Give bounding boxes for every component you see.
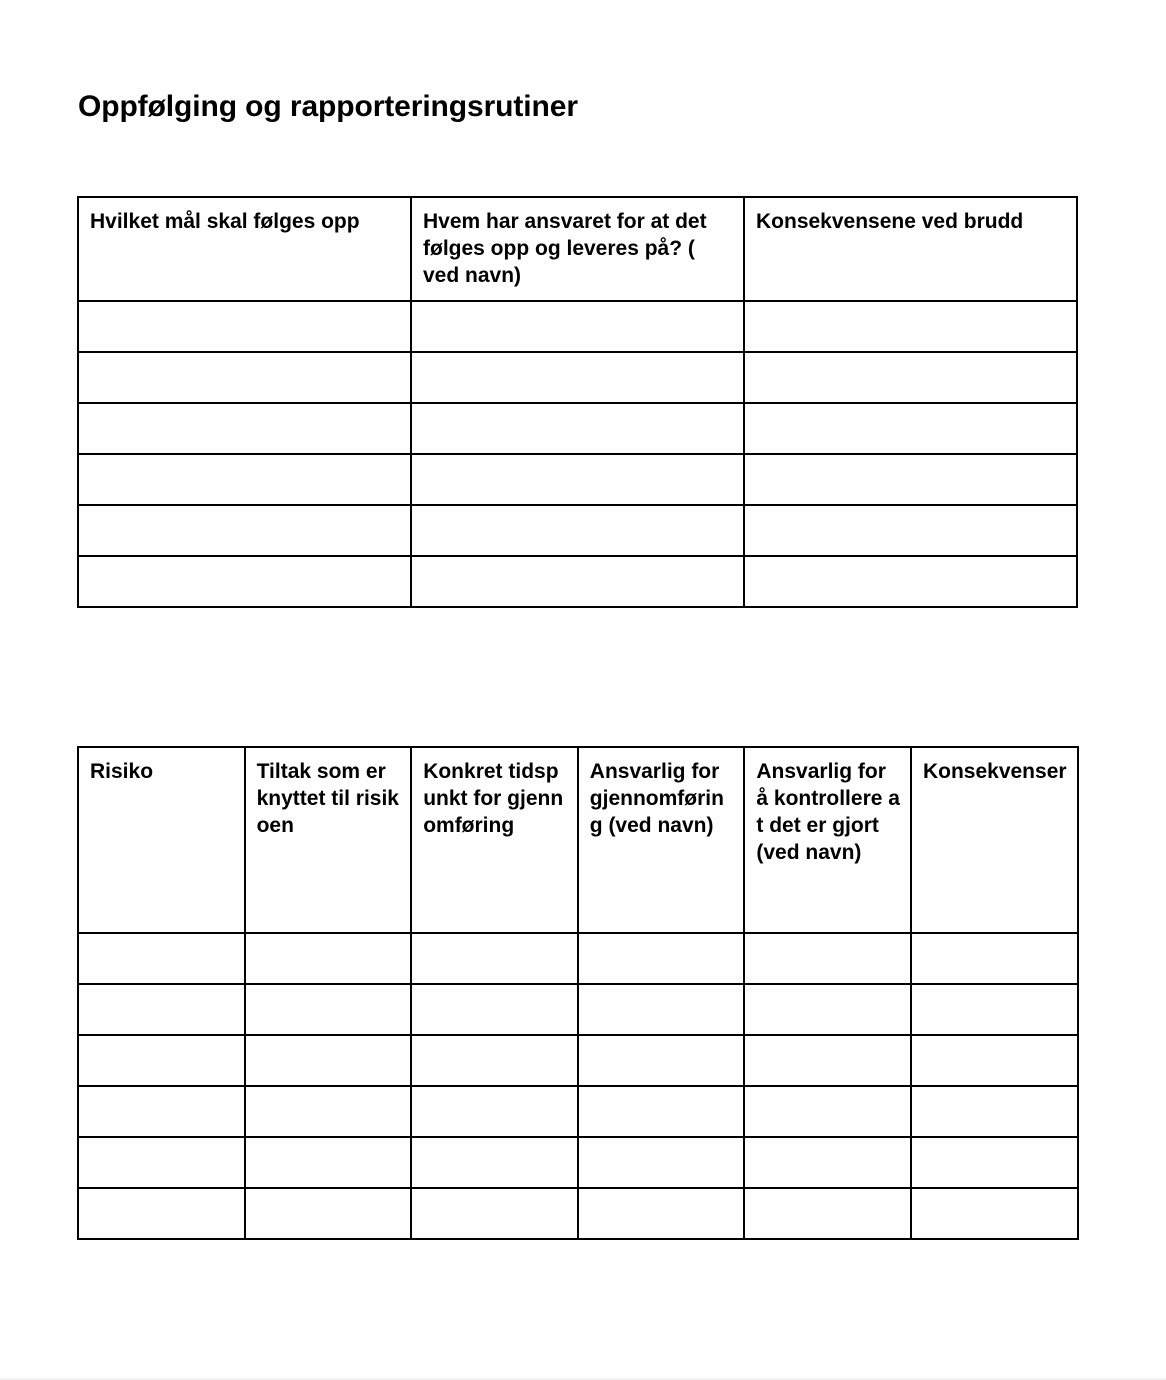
table-cell[interactable]: [578, 933, 745, 984]
table-row: [78, 505, 1077, 556]
table-header-row: [78, 197, 1077, 301]
table-cell[interactable]: [411, 505, 744, 556]
table-cell[interactable]: [411, 1086, 578, 1137]
table-cell[interactable]: [744, 505, 1077, 556]
table-row: [78, 403, 1077, 454]
header-cell-responsible-execution: Ansvarlig for gjennomføring (ved navn): [578, 747, 745, 933]
header-cell-risk: Risiko: [78, 747, 245, 933]
table-cell[interactable]: [744, 1086, 911, 1137]
table-row: [78, 933, 1078, 984]
table-cell[interactable]: [78, 403, 411, 454]
table-cell[interactable]: [744, 454, 1077, 505]
header-cell-responsible: Hvem har ansvaret for at det følges opp og leveres på? ( ved navn): [411, 197, 744, 301]
followup-table-body: [78, 301, 1077, 607]
table-cell[interactable]: [245, 1035, 412, 1086]
table-cell[interactable]: [411, 984, 578, 1035]
table-cell[interactable]: [411, 1137, 578, 1188]
table-cell[interactable]: [78, 301, 411, 352]
header-cell-consequences: Konsekvensene ved brudd: [744, 197, 1077, 301]
table-cell[interactable]: [245, 933, 412, 984]
table-cell[interactable]: [911, 1086, 1078, 1137]
table-cell[interactable]: [578, 1137, 745, 1188]
table-cell[interactable]: [744, 1137, 911, 1188]
header-cell-responsible-control: Ansvarlig for å kontrollere at det er gjort (ved navn): [744, 747, 911, 933]
table-row: [78, 352, 1077, 403]
risk-table: [77, 746, 1079, 1240]
table-cell[interactable]: [744, 352, 1077, 403]
table-cell[interactable]: [411, 454, 744, 505]
table-cell[interactable]: [744, 933, 911, 984]
table-cell[interactable]: [245, 1086, 412, 1137]
table-cell[interactable]: [245, 984, 412, 1035]
table-cell[interactable]: [744, 1035, 911, 1086]
table-cell[interactable]: [411, 352, 744, 403]
table-cell[interactable]: [411, 933, 578, 984]
page-title: Oppfølging og rapporteringsrutiner: [78, 90, 578, 123]
table-cell[interactable]: [411, 556, 744, 607]
table-cell[interactable]: [911, 1035, 1078, 1086]
table-cell[interactable]: [78, 1086, 245, 1137]
table-cell[interactable]: [411, 1035, 578, 1086]
table-header-row: [78, 747, 1078, 933]
table-cell[interactable]: [744, 984, 911, 1035]
header-cell-measures: Tiltak som er knyttet til risikoen: [245, 747, 412, 933]
table-cell[interactable]: [578, 1188, 745, 1239]
table-cell[interactable]: [78, 933, 245, 984]
table-cell[interactable]: [578, 1086, 745, 1137]
table-cell[interactable]: [911, 984, 1078, 1035]
risk-table-body: [78, 933, 1078, 1239]
table-cell[interactable]: [78, 505, 411, 556]
table-row: [78, 1137, 1078, 1188]
table-cell[interactable]: [744, 556, 1077, 607]
table-cell[interactable]: [411, 403, 744, 454]
table-cell[interactable]: [78, 556, 411, 607]
table-cell[interactable]: [578, 1035, 745, 1086]
table-row: [78, 984, 1078, 1035]
table-row: [78, 301, 1077, 352]
table-cell[interactable]: [911, 1188, 1078, 1239]
table-cell[interactable]: [245, 1137, 412, 1188]
table-cell[interactable]: [578, 984, 745, 1035]
table-cell[interactable]: [78, 352, 411, 403]
table-cell[interactable]: [78, 984, 245, 1035]
table-cell[interactable]: [245, 1188, 412, 1239]
table-cell[interactable]: [411, 1188, 578, 1239]
table-cell[interactable]: [744, 1188, 911, 1239]
table-cell[interactable]: [911, 933, 1078, 984]
header-cell-consequences: Konsekvenser: [911, 747, 1078, 933]
header-cell-goal: Hvilket mål skal følges opp: [78, 197, 411, 301]
table-cell[interactable]: [78, 1137, 245, 1188]
table-row: [78, 1086, 1078, 1137]
table-cell[interactable]: [744, 301, 1077, 352]
followup-table: [77, 196, 1078, 608]
table-cell[interactable]: [411, 301, 744, 352]
table-cell[interactable]: [78, 1035, 245, 1086]
table-cell[interactable]: [911, 1137, 1078, 1188]
table-cell[interactable]: [78, 454, 411, 505]
table-row: [78, 454, 1077, 505]
header-cell-deadline: Konkret tidspunkt for gjennomføring: [411, 747, 578, 933]
table-row: [78, 556, 1077, 607]
table-row: [78, 1188, 1078, 1239]
table-cell[interactable]: [78, 1188, 245, 1239]
table-row: [78, 1035, 1078, 1086]
table-cell[interactable]: [744, 403, 1077, 454]
